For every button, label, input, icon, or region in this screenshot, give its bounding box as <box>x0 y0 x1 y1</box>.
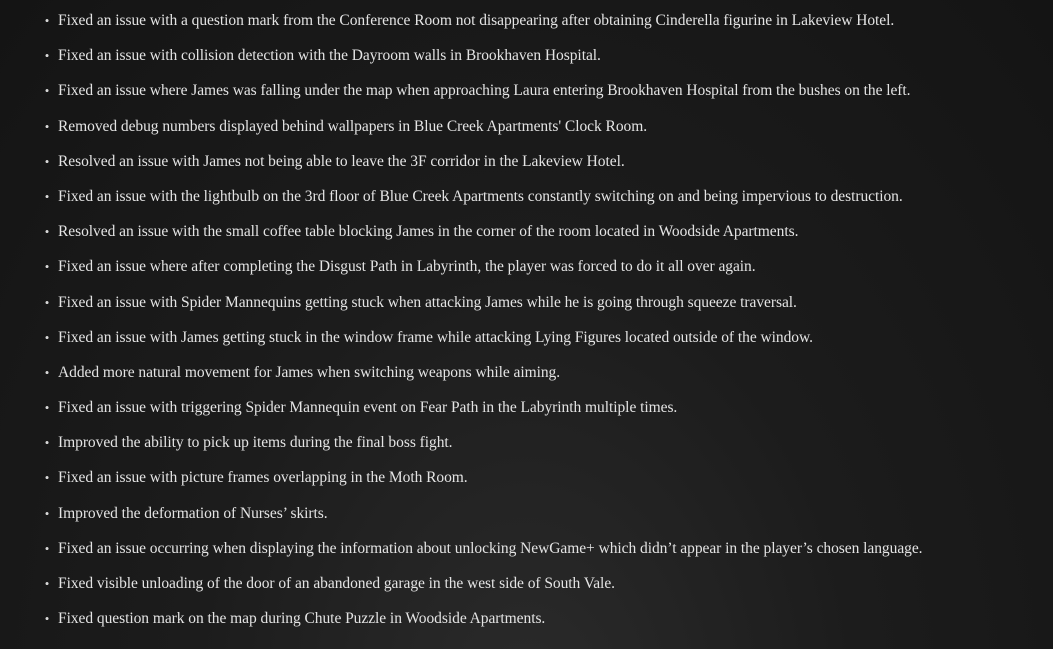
list-item <box>0 361 1053 396</box>
note-text: Added more natural movement for James when switching weapons while aiming. <box>58 363 561 381</box>
bullet-icon: • <box>44 294 50 310</box>
bullet-icon: • <box>44 83 50 99</box>
bullet-icon: • <box>44 470 50 486</box>
note-text: Fixed an issue occurring when displaying the information about unlocking NewGame+ which didn’t appear in the player’s chosen language. <box>58 539 923 557</box>
list-item <box>0 9 1053 44</box>
bullet-icon: • <box>44 48 50 64</box>
bullet-icon: • <box>44 611 50 627</box>
list-item <box>0 607 1053 642</box>
note-text: Fixed visible unloading of the door of an abandoned garage in the west side of South Vale. <box>58 575 615 592</box>
note-text: Improved the ability to pick up items during the final boss fight. <box>58 434 453 452</box>
list-item <box>0 537 1053 572</box>
note-text: Fixed an issue where after completing the Disgust Path in Labyrinth, the player was forced to do it all over again. <box>58 258 756 276</box>
bullet-icon: • <box>44 576 50 591</box>
note-text: Fixed an issue with picture frames overlapping in the Moth Room. <box>58 469 468 487</box>
note-text: Fixed question mark on the map during Chute Puzzle in Woodside Apartments. <box>58 610 546 628</box>
list-item <box>0 150 1053 185</box>
bullet-icon: • <box>44 364 50 380</box>
note-text: Fixed an issue with triggering Spider Mannequin event on Fear Path in the Labyrinth multiple times. <box>58 399 678 417</box>
bullet-icon: • <box>44 400 50 416</box>
bullet-icon: • <box>44 505 50 521</box>
list-item <box>0 502 1053 537</box>
list-item <box>0 291 1053 326</box>
bullet-icon: • <box>44 329 50 345</box>
note-text: Improved the deformation of Nurses’ skirts. <box>58 504 328 522</box>
list-item <box>0 44 1053 79</box>
bullet-icon: • <box>44 188 50 204</box>
patch-notes-list <box>0 9 1053 642</box>
bullet-icon: • <box>44 540 50 556</box>
list-item <box>0 396 1053 431</box>
note-text: Fixed an issue with James getting stuck in the window frame while attacking Lying Figures located outside of the window. <box>58 328 813 346</box>
list-item <box>0 220 1053 255</box>
list-item <box>0 79 1053 114</box>
list-item <box>0 431 1053 466</box>
list-item <box>0 466 1053 501</box>
list-item <box>0 572 1053 607</box>
bullet-icon: • <box>44 259 50 275</box>
list-item <box>0 185 1053 220</box>
list-item <box>0 115 1053 150</box>
list-item <box>0 326 1053 361</box>
bullet-icon: • <box>44 435 50 451</box>
note-text: Fixed an issue with collision detection with the Dayroom walls in Brookhaven Hospital. <box>58 47 601 65</box>
note-text: Removed debug numbers displayed behind wallpapers in Blue Creek Apartments' Clock Room. <box>58 117 648 135</box>
note-text: Fixed an issue with the lightbulb on the 3rd floor of Blue Creek Apartments constantly switching on and being impervious to destruction. <box>58 187 903 205</box>
bullet-icon: • <box>44 153 50 169</box>
list-item <box>0 255 1053 290</box>
note-text: Fixed an issue with a question mark from the Conference Room not disappearing after obtaining Cinderella figurine in Lakeview Hotel. <box>58 12 895 29</box>
bullet-icon: • <box>44 118 50 134</box>
note-text: Resolved an issue with James not being able to leave the 3F corridor in the Lakeview Hotel. <box>58 152 625 170</box>
bullet-icon: • <box>44 13 50 28</box>
note-text: Resolved an issue with the small coffee table blocking James in the corner of the room located in Woodside Apartments. <box>58 223 799 241</box>
bullet-icon: • <box>44 224 50 240</box>
note-text: Fixed an issue where James was falling under the map when approaching Laura entering Brookhaven Hospital from the bushes on the left. <box>58 82 911 100</box>
note-text: Fixed an issue with Spider Mannequins getting stuck when attacking James while he is going through squeeze traversal. <box>58 293 797 311</box>
